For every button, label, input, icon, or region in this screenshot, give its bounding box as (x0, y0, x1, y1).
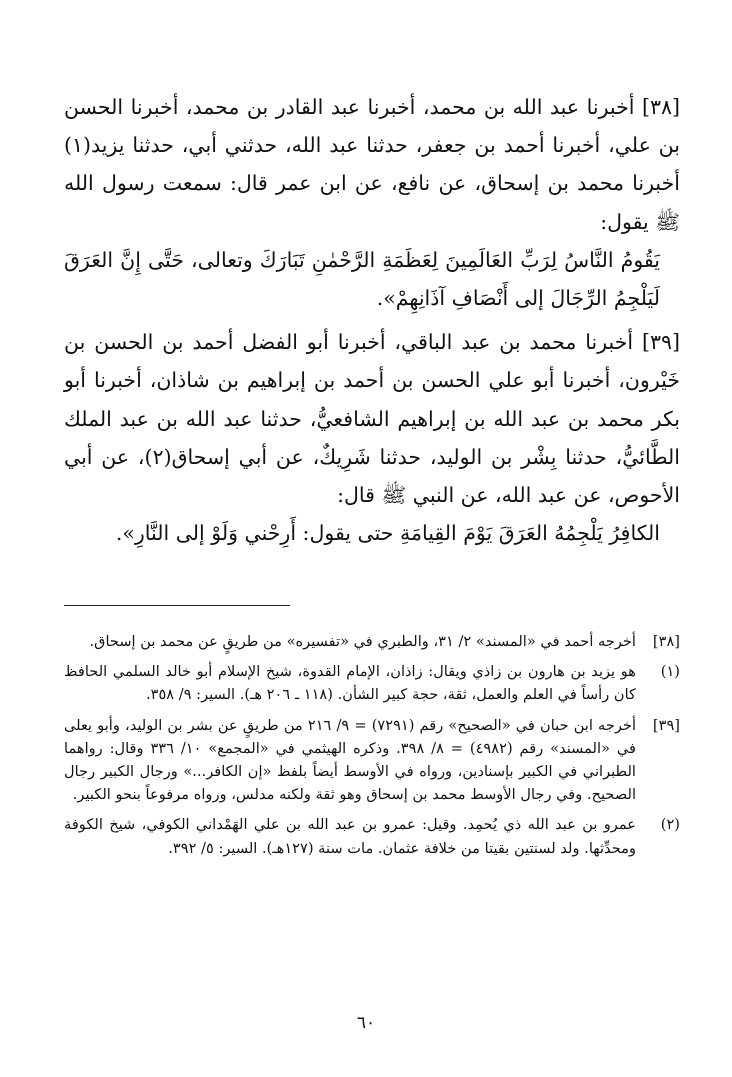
footnote-label: (٢) (660, 816, 680, 834)
footnote-label: [٣٩] (652, 716, 680, 734)
footnote (64, 630, 680, 653)
footnote-divider (64, 605, 290, 606)
footnote-text: أخرجه ابن حبان في «الصحيح» رقم (٧٢٩١) = ٩/ ٢١٦ من طريقٍ عن بشر بن الوليد، وأبو يعلى في «المسند» رقم (٤٩٨٢) = ٨/ ٣٩٨. وذكره الهيثمي في «المجمع» ١٠/ ٣٣٦ وقال: رواهما الطبراني في الكبير بإسنادين، ورواه في الأوسط أيضاً بلفظ «إن الكافر...» ورجال الكبير رجال الصحيح. وفي رجال الأوسط محمد بن إسحاق وهو ثقة ولكنه مدلس، ورواه مرفوعاً بنحو الكبير. (64, 716, 637, 804)
main-text (64, 88, 680, 552)
hadith-38-text: يَقُومُ النَّاسُ لِرَبِّ العَالَمِينَ لِعَظَمَةِ الرَّحْمٰنِ تَبَارَكَ وتعالى، حَتَّى إِنَّ العَرَقَ لَيَلْجِمُ الرِّجَالَ إلى أَنْصَافِ آذَانِهِمْ». (64, 247, 660, 311)
footnote-text: عمرو بن عبد الله ذي يُحمِد. وقيل: عمرو بن عبد الله بن علي الهَمْداني الكوفي، شيخ الكوفة ومحدِّثها. ولد لسنتين بقيتا من خلافة عثمان. مات سنة (١٢٧هـ). السير: ٥/ ٣٩٢. (64, 816, 636, 857)
hadith-39-text: الكافِرُ يَلْجِمُهُ العَرَقَ يَوْمَ القِيامَةِ حتى يقول: أَرِحْني وَلَوْ إلى النَّارِ». (115, 521, 660, 546)
footnote-label: (١) (660, 663, 680, 681)
footnote (64, 714, 680, 807)
footnotes (64, 630, 680, 867)
page-number: ٦٠ (356, 1013, 376, 1033)
hadith-38-paragraph: [٣٨] أخبرنا عبد الله بن محمد، أخبرنا عبد القادر بن محمد، أخبرنا الحسن بن علي، أخبرنا أحمد بن جعفر، حدثنا عبد الله، حدثني أبي، حدثنا يزيد(١) أخبرنا محمد بن إسحاق، عن نافع، عن ابن عمر قال: سمعت رسول الله ﷺ يقول: (64, 95, 680, 234)
hadith-39-paragraph: [٣٩] أخبرنا محمد بن عبد الباقي، أخبرنا أبو الفضل أحمد بن الحسن بن خَيْرون، أخبرنا أبو علي الحسن بن أحمد بن إبراهيم بن شاذان، أخبرنا أبو بكر محمد بن عبد الله بن إبراهيم الشافعيُّ، حدثنا عبد الله بن عبد الملك الطَّائيُّ، حدثنا بِشْر بن الوليد، حدثنا شَرِيكٌ، عن أبي إسحاق(٢)، عن أبي الأحوص، عن عبد الله، عن النبي ﷺ قال: (64, 330, 680, 508)
footnote-label: [٣٨] (652, 633, 680, 650)
footnote-text: هو يزيد بن هارون بن زاذي ويقال: زاذان، الإمام القدوة، شيخ الإسلام أبو خالد السلمي الحافظ كان رأساً في العلم والعمل، ثقة، حجة كبير الشأن. (١١٨ ـ ٢٠٦ هـ). السير: ٩/ ٣٥٨. (64, 663, 636, 704)
footnote-text: أخرجه أحمد في «المسند» ٢/ ٣١، والطبري في «تفسيره» من طريقٍ عن محمد بن إسحاق. (89, 633, 636, 650)
footnote (64, 660, 680, 706)
footnote (64, 813, 680, 859)
